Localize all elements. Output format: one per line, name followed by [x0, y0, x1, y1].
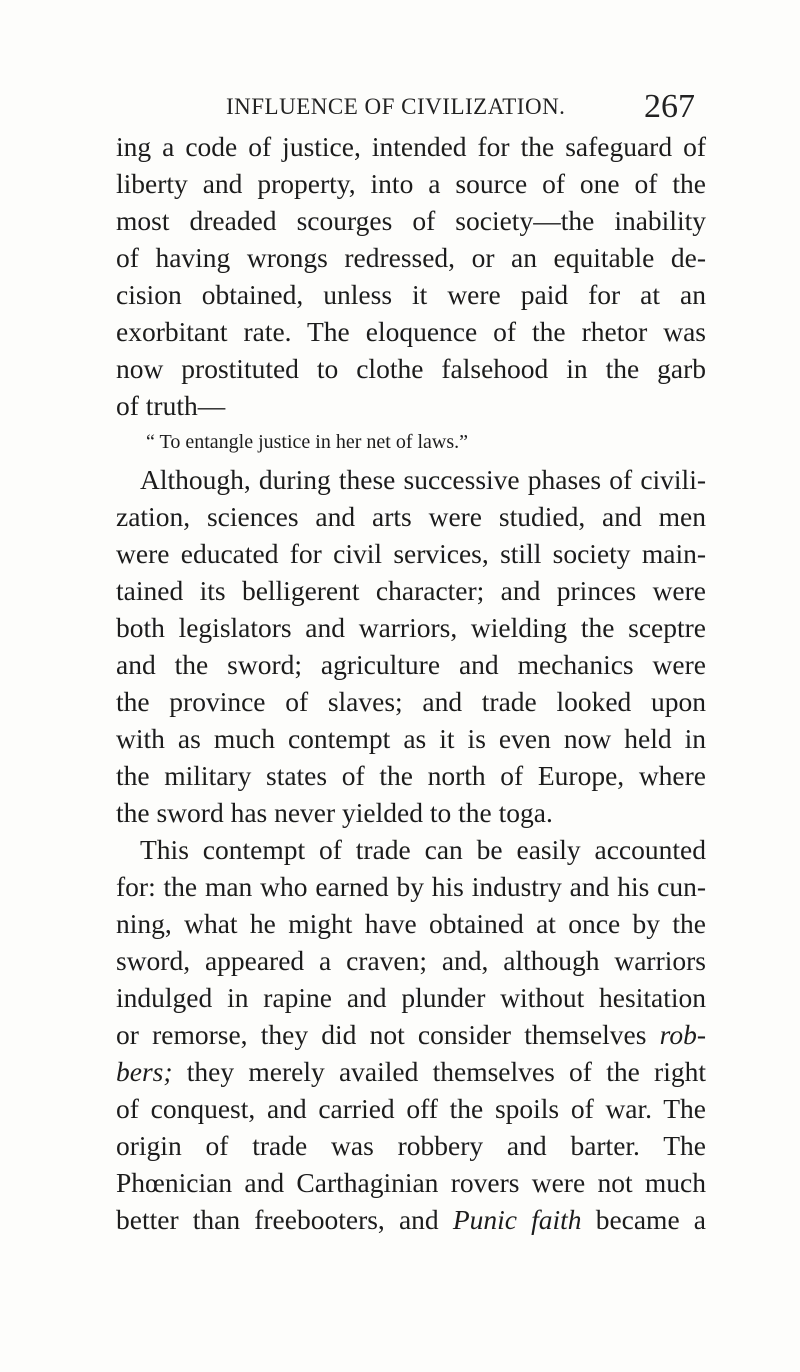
running-head: INFLUENCE OF CIVILIZATION.	[226, 94, 566, 119]
text-line: now prostituted to clothe falsehood in the garb	[116, 353, 706, 384]
body-text	[116, 128, 706, 1238]
text-segment: or remorse, they did not consider themselves	[116, 1019, 647, 1050]
block-quote: “ To entangle justice in her net of laws.”	[146, 431, 469, 453]
paragraph-start: Although, during these successive phases of civili-	[140, 464, 706, 495]
text-line: and the sword; agriculture and mechanics were	[116, 649, 706, 680]
text-segment: they merely availed themselves of the right	[186, 1056, 706, 1087]
text-line	[116, 1016, 706, 1053]
page-header	[0, 88, 800, 132]
text-line: both legislators and warriors, wielding the sceptre	[116, 612, 706, 643]
text-line: were educated for civil services, still society main-	[116, 538, 706, 569]
text-line: the military states of the north of Europe, where	[116, 760, 706, 791]
text-segment: better than freebooters, and	[116, 1204, 439, 1235]
text-line: the province of slaves; and trade looked upon	[116, 686, 706, 717]
text-line: cision obtained, unless it were paid for at an	[116, 279, 706, 310]
text-line: of conquest, and carried off the spoils of war. The	[116, 1093, 706, 1124]
text-line: most dreaded scourges of society—the inability	[116, 205, 706, 236]
text-line: sword, appeared a craven; and, although warriors	[116, 945, 706, 976]
text-line: liberty and property, into a source of one of the	[116, 168, 706, 199]
text-line: tained its belligerent character; and princes were	[116, 575, 706, 606]
italic-text: Punic faith	[452, 1204, 582, 1235]
text-line: the sword has never yielded to the toga.	[116, 797, 553, 828]
text-line: with as much contempt as it is even now held in	[116, 723, 706, 754]
italic-text: bers;	[116, 1056, 173, 1087]
text-line: for: the man who earned by his industry and his cun-	[116, 871, 706, 902]
text-line: indulged in rapine and plunder without hesitation	[116, 982, 706, 1013]
text-segment: became a	[595, 1204, 707, 1235]
text-line	[116, 1201, 706, 1238]
text-line	[116, 1053, 706, 1090]
paragraph-start: This contempt of trade can be easily accounted	[140, 834, 706, 865]
text-line: of having wrongs redressed, or an equitable de-	[116, 242, 706, 273]
italic-text: rob-	[659, 1019, 706, 1050]
text-line: zation, sciences and arts were studied, and men	[116, 501, 706, 532]
text-line: ing a code of justice, intended for the safeguard of	[116, 131, 706, 162]
text-line: Phœnician and Carthaginian rovers were not much	[116, 1167, 706, 1198]
text-line: of truth—	[116, 390, 226, 421]
text-line: ning, what he might have obtained at once by the	[116, 908, 706, 939]
text-line: exorbitant rate. The eloquence of the rhetor was	[116, 316, 706, 347]
page-number: 267	[644, 88, 695, 125]
text-line: origin of trade was robbery and barter. The	[116, 1130, 706, 1161]
